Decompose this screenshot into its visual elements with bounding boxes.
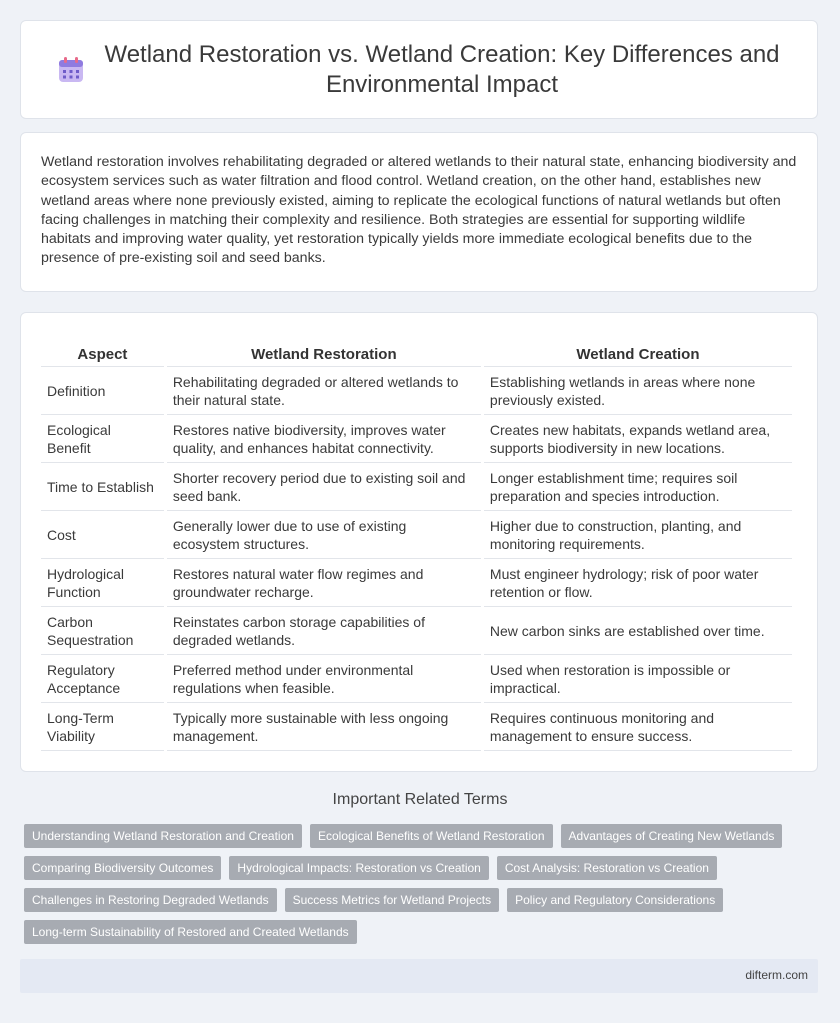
row-creation: New carbon sinks are established over time. xyxy=(484,607,792,655)
row-aspect: Definition xyxy=(41,367,164,415)
intro-paragraph: Wetland restoration involves rehabilitating degraded or altered wetlands to their natural state, enhancing biodiversity and ecosystem services such as water filtration and flood control. Wetland creation, on the other hand, establishes new wetland areas where none previously existed, aiming to replicate the ecological functions of natural wetlands but often facing challenges in matching their complexity and resilience. Both strategies are essential for supporting wildlife habitats and improving water quality, yet restoration typically yields more immediate ecological benefits due to the presence of pre-existing soil and seed banks. xyxy=(41,154,797,267)
row-creation: Requires continuous monitoring and management to ensure success. xyxy=(484,703,792,751)
row-creation: Creates new habitats, expands wetland area, supports biodiversity in new locations. xyxy=(484,415,792,463)
table-row xyxy=(41,607,792,655)
related-term-tag[interactable]: Understanding Wetland Restoration and Creation xyxy=(24,824,302,848)
intro-card xyxy=(20,132,818,292)
related-terms-title: Important Related Terms xyxy=(332,791,508,808)
page-title: Wetland Restoration vs. Wetland Creation: Key Differences and Environmental Impact xyxy=(104,40,780,98)
related-term-tag[interactable]: Challenges in Restoring Degraded Wetlands xyxy=(24,888,277,912)
comparison-table xyxy=(38,333,795,751)
row-creation: Used when restoration is impossible or impractical. xyxy=(484,655,792,703)
row-restoration: Restores natural water flow regimes and groundwater recharge. xyxy=(167,559,481,607)
row-aspect: Regulatory Acceptance xyxy=(41,655,164,703)
related-term-tag[interactable]: Ecological Benefits of Wetland Restoration xyxy=(310,824,553,848)
row-aspect: Carbon Sequestration xyxy=(41,607,164,655)
related-term-tag[interactable]: Advantages of Creating New Wetlands xyxy=(561,824,783,848)
row-restoration: Shorter recovery period due to existing soil and seed bank. xyxy=(167,463,481,511)
row-creation: Higher due to construction, planting, and monitoring requirements. xyxy=(484,511,792,559)
table-row xyxy=(41,463,792,511)
row-restoration: Generally lower due to use of existing ecosystem structures. xyxy=(167,511,481,559)
table-row xyxy=(41,415,792,463)
related-term-tag[interactable]: Long-term Sustainability of Restored and Created Wetlands xyxy=(24,920,357,944)
calendar-grid-icon xyxy=(56,55,86,85)
related-term-tag[interactable]: Policy and Regulatory Considerations xyxy=(507,888,723,912)
table-row xyxy=(41,367,792,415)
footer-site-link[interactable]: difterm.com xyxy=(745,968,808,982)
table-header-row xyxy=(41,333,792,367)
table-row xyxy=(41,703,792,751)
row-creation: Must engineer hydrology; risk of poor water retention or flow. xyxy=(484,559,792,607)
comparison-table-card xyxy=(20,312,818,772)
row-aspect: Time to Establish xyxy=(41,463,164,511)
row-aspect: Cost xyxy=(41,511,164,559)
related-term-tag[interactable]: Comparing Biodiversity Outcomes xyxy=(24,856,221,880)
related-term-tag[interactable]: Hydrological Impacts: Restoration vs Creation xyxy=(229,856,488,880)
related-terms-list xyxy=(24,824,804,944)
header-card xyxy=(20,20,818,119)
row-aspect: Hydrological Function xyxy=(41,559,164,607)
header-aspect: Aspect xyxy=(41,333,164,367)
table-row xyxy=(41,559,792,607)
row-aspect: Ecological Benefit xyxy=(41,415,164,463)
table-row xyxy=(41,511,792,559)
header-wetland-restoration: Wetland Restoration xyxy=(167,333,481,367)
row-aspect: Long-Term Viability xyxy=(41,703,164,751)
footer-bar xyxy=(20,959,818,993)
header-wetland-creation: Wetland Creation xyxy=(484,333,792,367)
row-restoration: Reinstates carbon storage capabilities of degraded wetlands. xyxy=(167,607,481,655)
row-restoration: Preferred method under environmental regulations when feasible. xyxy=(167,655,481,703)
row-creation: Establishing wetlands in areas where none previously existed. xyxy=(484,367,792,415)
table-row xyxy=(41,655,792,703)
row-restoration: Typically more sustainable with less ongoing management. xyxy=(167,703,481,751)
row-restoration: Rehabilitating degraded or altered wetlands to their natural state. xyxy=(167,367,481,415)
related-term-tag[interactable]: Cost Analysis: Restoration vs Creation xyxy=(497,856,717,880)
row-creation: Longer establishment time; requires soil preparation and species introduction. xyxy=(484,463,792,511)
row-restoration: Restores native biodiversity, improves water quality, and enhances habitat connectivity. xyxy=(167,415,481,463)
related-term-tag[interactable]: Success Metrics for Wetland Projects xyxy=(285,888,500,912)
